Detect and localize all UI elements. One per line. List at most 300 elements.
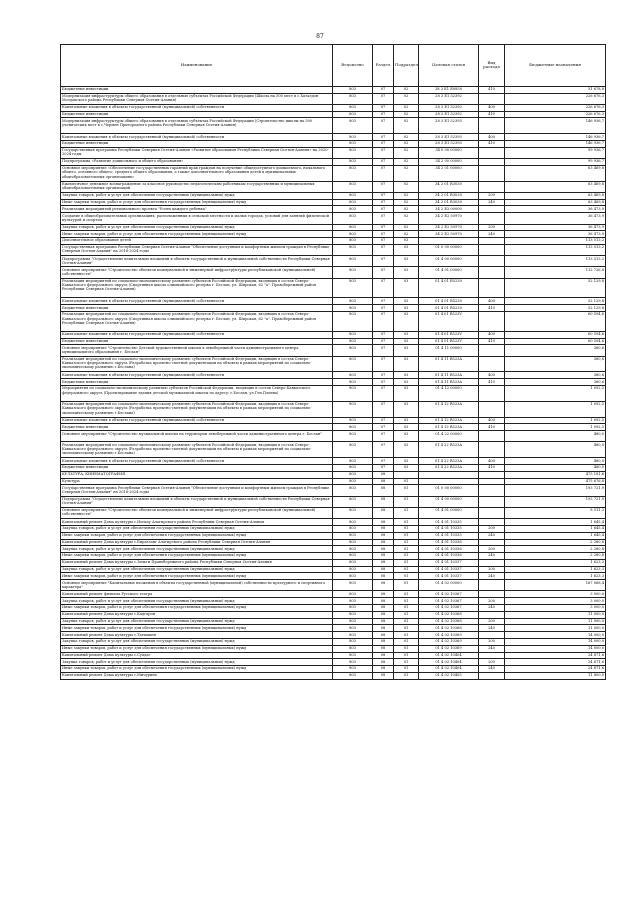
row-ved-cell: 803 [333,442,373,458]
table-row [61,496,606,507]
row-cs-cell: 01 4 12 R523A [419,401,479,417]
row-sum-cell: 3 000,0 [505,605,606,612]
row-razdel-cell: 07 [373,118,394,134]
table-row [61,278,606,298]
row-razdel-cell: 08 [373,559,394,566]
row-sum-cell: 63 469,8 [505,181,606,192]
table-row [61,638,606,645]
row-sum-cell: 146 936,7 [505,140,606,147]
row-ved-cell: 803 [333,478,373,485]
table-row [61,267,606,278]
row-ved-cell: 803 [333,331,373,338]
row-podrazdel-cell: 01 [394,553,419,560]
row-cs-cell: 34 2 01 00000 [419,165,479,181]
row-podrazdel-cell: 03 [394,298,419,305]
row-podrazdel-cell: 02 [394,213,419,224]
row-vr-cell: 410 [479,305,505,312]
row-name-cell: Капитальный ремонт Дома культуры с.Бирагзанг Алагирского района Республики Северная Осетия-Алания [61,539,333,546]
row-vr-cell [479,312,505,332]
row-cs-cell: 01 4 02 10405 [419,672,479,679]
row-podrazdel-cell: 01 [394,666,419,673]
row-name-cell: Закупка товаров, работ и услуг для обеспечения государственных (муниципальных) нужд [61,546,333,553]
row-ved-cell: 803 [333,559,373,566]
row-ved-cell: 803 [333,605,373,612]
row-sum-cell: 193 721,9 [505,485,606,496]
row-razdel-cell: 08 [373,546,394,553]
table-row [61,401,606,417]
row-razdel-cell: 08 [373,496,394,507]
row-cs-cell: 01 0 00 00000 [419,485,479,496]
row-cs-cell: 01 4 11 R523A [419,356,479,372]
row-cs-cell: 01 4 22 R523A [419,464,479,471]
row-ved-cell: 803 [333,519,373,526]
row-vr-cell: 410 [479,338,505,345]
row-ved-cell: 803 [333,298,373,305]
row-podrazdel-cell: 03 [394,256,419,267]
header-sum: Бюджетные назначения [505,45,606,87]
row-ved-cell: 803 [333,496,373,507]
row-ved-cell: 803 [333,645,373,652]
row-cs-cell: 34 2 01 R3030 [419,199,479,206]
row-ved-cell: 803 [333,652,373,659]
row-razdel-cell: 07 [373,206,394,213]
table-row [61,192,606,199]
table-row [61,331,606,338]
row-razdel-cell: 07 [373,424,394,431]
row-name-cell: Капитальный ремонт Дома культуры с.Ногкау Алагирского района Республики Северная Осетия-Алания [61,519,333,526]
row-vr-cell [479,165,505,181]
row-razdel-cell: 07 [373,93,394,104]
row-podrazdel-cell: 03 [394,424,419,431]
table-row [61,298,606,305]
row-cs-cell: 01 4 01 10335 [419,532,479,539]
row-razdel-cell: 08 [373,478,394,485]
table-row [61,659,606,666]
row-cs-cell: 01 4 12 R523A [419,417,479,424]
row-vr-cell [479,386,505,402]
row-ved-cell: 803 [333,93,373,104]
row-vr-cell: 200 [479,546,505,553]
row-vr-cell: 240 [479,666,505,673]
row-vr-cell: 200 [479,638,505,645]
row-vr-cell: 410 [479,424,505,431]
row-cs-cell: 01 4 01 10335 [419,519,479,526]
row-sum-cell: 99 936,7 [505,147,606,158]
row-podrazdel-cell: 01 [394,638,419,645]
table-row [61,345,606,356]
row-sum-cell: 360,6 [505,379,606,386]
row-razdel-cell: 08 [373,485,394,496]
row-vr-cell: 200 [479,224,505,231]
table-row [61,86,606,93]
row-cs-cell: 01 4 02 10404 [419,659,479,666]
row-cs-cell [419,471,479,478]
row-ved-cell: 803 [333,539,373,546]
row-vr-cell [479,672,505,679]
row-ved-cell: 803 [333,672,373,679]
row-name-cell: Создание в общеобразовательных организациях, расположенных в сельской местности и малых городах, условий для занятий физической культурой и спортом [61,213,333,224]
table-row [61,645,606,652]
row-cs-cell: 01 4 11 R523A [419,372,479,379]
row-ved-cell: 803 [333,134,373,141]
row-podrazdel-cell: 03 [394,331,419,338]
row-name-cell: Бюджетные инвестиции [61,464,333,471]
table-body [61,86,606,679]
row-vr-cell [479,519,505,526]
row-razdel-cell: 07 [373,278,394,298]
row-vr-cell [479,478,505,485]
row-vr-cell: 200 [479,598,505,605]
row-vr-cell [479,244,505,255]
row-name-cell: Иные закупки товаров, работ и услуг для обеспечения государственных (муниципальных) нужд [61,645,333,652]
row-cs-cell: 01 4 00 00000 [419,256,479,267]
row-ved-cell: 803 [333,638,373,645]
row-vr-cell [479,591,505,598]
row-cs-cell: 28 3 Е1 Е0850 [419,86,479,93]
row-razdel-cell: 08 [373,625,394,632]
row-name-cell: Капитальный ремонт Дома культуры с.Кадгарон [61,611,333,618]
row-vr-cell [479,345,505,356]
row-ved-cell: 803 [333,312,373,332]
row-ved-cell: 803 [333,401,373,417]
row-sum-cell: 8 511,3 [505,507,606,518]
row-sum-cell: 24 871,6 [505,659,606,666]
row-sum-cell: 1 645,4 [505,525,606,532]
table-row [61,431,606,442]
row-vr-cell: 400 [479,104,505,111]
table-row [61,559,606,566]
row-cs-cell: 01 4 01 10336 [419,553,479,560]
row-ved-cell: 803 [333,356,373,372]
row-vr-cell: 400 [479,458,505,465]
table-row [61,159,606,166]
row-cs-cell: 34 2 Е2 00000 [419,206,479,213]
table-row [61,672,606,679]
row-cs-cell: 28 3 Е1 52393 [419,140,479,147]
row-podrazdel-cell: 01 [394,611,419,618]
row-razdel-cell: 08 [373,471,394,478]
row-razdel-cell: 08 [373,611,394,618]
row-name-cell: Закупка товаров, работ и услуг для обеспечения государственных (муниципальных) нужд [61,192,333,199]
row-name-cell: Бюджетные инвестиции [61,379,333,386]
table-row [61,666,606,673]
row-sum-cell: 3 000,0 [505,598,606,605]
row-ved-cell: 803 [333,111,373,118]
row-sum-cell: 360,6 [505,356,606,372]
row-name-cell: Культура [61,478,333,485]
row-podrazdel-cell: 02 [394,86,419,93]
row-vr-cell [479,632,505,639]
row-cs-cell: 01 4 02 10368 [419,618,479,625]
row-sum-cell: 11 000,0 [505,625,606,632]
row-ved-cell: 803 [333,278,373,298]
row-sum-cell: 1 092,5 [505,417,606,424]
row-vr-cell: 410 [479,379,505,386]
row-ved-cell: 803 [333,159,373,166]
table-row [61,424,606,431]
row-name-cell: Основное мероприятие "Строительство музыкальной школы на территории левобережной части административного центра г. Беслан" [61,431,333,442]
row-name-cell: Бюджетные инвестиции [61,424,333,431]
row-name-cell: Ежемесячное денежное вознаграждение за классное руководство педагогическим работникам государственных и муниципальных общеобразовательных организаций [61,181,333,192]
row-vr-cell [479,118,505,134]
row-cs-cell: 01 4 01 R5230 [419,278,479,298]
row-sum-cell: 14 000,0 [505,638,606,645]
row-ved-cell: 803 [333,424,373,431]
row-cs-cell: 01 4 00 00000 [419,496,479,507]
row-podrazdel-cell: 02 [394,206,419,213]
row-sum-cell: 1 645,4 [505,519,606,526]
row-sum-cell: 14 000,0 [505,645,606,652]
row-vr-cell [479,206,505,213]
table-row [61,356,606,372]
table-row [61,386,606,402]
row-name-cell: Закупка товаров, работ и услуг для обеспечения государственных (муниципальных) нужд [61,224,333,231]
row-vr-cell [479,213,505,224]
row-name-cell: Капитальный ремонт Дома культуры с.Зильги Правобережного района Республики Северная Осетия-Алания [61,559,333,566]
table-row [61,611,606,618]
row-name-cell: Бюджетные инвестиции [61,140,333,147]
table-row [61,238,606,245]
row-sum-cell: 51 678,8 [505,86,606,93]
row-ved-cell: 803 [333,140,373,147]
row-cs-cell: 28 3 Е1 52392 [419,93,479,104]
row-razdel-cell: 07 [373,298,394,305]
row-razdel-cell: 07 [373,417,394,424]
row-name-cell: Подпрограмма «Развитие дошкольного и общего образования» [61,159,333,166]
row-cs-cell: 34 0 00 00000 [419,147,479,158]
row-sum-cell: 1 092,5 [505,401,606,417]
row-name-cell: Капитальные вложения в объекты государственной (муниципальной) собственности [61,331,333,338]
row-sum-cell: 11 000,0 [505,618,606,625]
row-sum-cell: 1 623,3 [505,566,606,573]
table-row [61,312,606,332]
row-razdel-cell: 07 [373,458,394,465]
row-podrazdel-cell: 03 [394,312,419,332]
row-podrazdel-cell: 02 [394,147,419,158]
row-sum-cell: 11 800,0 [505,672,606,679]
row-ved-cell: 803 [333,118,373,134]
row-razdel-cell: 07 [373,464,394,471]
row-razdel-cell: 08 [373,645,394,652]
row-sum-cell: 475 676,8 [505,478,606,485]
table-row [61,632,606,639]
row-podrazdel-cell: 01 [394,559,419,566]
row-cs-cell: 01 4 01 R5230 [419,305,479,312]
row-vr-cell [479,256,505,267]
row-sum-cell: 99 936,7 [505,159,606,166]
table-row [61,553,606,560]
row-vr-cell: 240 [479,625,505,632]
table-row [61,519,606,526]
row-razdel-cell: 08 [373,632,394,639]
row-name-cell: Закупка товаров, работ и услуг для обеспечения государственных (муниципальных) нужд [61,598,333,605]
row-podrazdel-cell: 03 [394,267,419,278]
table-row [61,231,606,238]
row-vr-cell [479,611,505,618]
row-podrazdel-cell: 01 [394,618,419,625]
row-sum-cell: 475 181,6 [505,471,606,478]
row-ved-cell: 803 [333,431,373,442]
row-razdel-cell: 07 [373,165,394,181]
row-name-cell: Реализация мероприятий по социально-экономическому развитию субъектов Российской Федерации, входящих в состав Северо-Кавказского федерального округа (Разработка проектно-сметной документации на объекты в рамках мероприятий по социально-экономическому развитию г.Беслана) [61,356,333,372]
row-sum-cell: 52 129,8 [505,278,606,298]
row-vr-cell [479,159,505,166]
header-ved: Ведомство [333,45,373,87]
row-razdel-cell: 08 [373,672,394,679]
row-cs-cell: 28 3 Е1 52392 [419,111,479,118]
row-name-cell: Иные закупки товаров, работ и услуг для обеспечения государственных (муниципальных) нужд [61,532,333,539]
row-sum-cell: 1 092,5 [505,424,606,431]
row-sum-cell: 113 513,2 [505,244,606,255]
row-sum-cell: 360,6 [505,372,606,379]
row-cs-cell: 01 4 01 10336 [419,539,479,546]
row-ved-cell: 803 [333,206,373,213]
row-podrazdel-cell: 03 [394,278,419,298]
row-vr-cell [479,238,505,245]
row-razdel-cell: 08 [373,659,394,666]
row-cs-cell: 01 4 01 10335 [419,525,479,532]
row-cs-cell: 01 4 01 00000 [419,267,479,278]
row-ved-cell: 803 [333,566,373,573]
table-row [61,181,606,192]
row-sum-cell: 63 469,8 [505,199,606,206]
row-cs-cell: 01 4 01 10336 [419,546,479,553]
row-podrazdel-cell: 01 [394,659,419,666]
row-cs-cell [419,238,479,245]
table-row [61,507,606,518]
row-sum-cell: 36 473,9 [505,224,606,231]
row-name-cell: Закупка товаров, работ и услуг для обеспечения государственных (муниципальных) нужд [61,525,333,532]
row-vr-cell [479,442,505,458]
row-podrazdel-cell: 01 [394,672,419,679]
row-sum-cell: 113 513,2 [505,238,606,245]
row-razdel-cell: 07 [373,244,394,255]
row-ved-cell: 803 [333,224,373,231]
row-vr-cell: 240 [479,553,505,560]
row-razdel-cell: 08 [373,566,394,573]
row-podrazdel-cell: 03 [394,464,419,471]
row-razdel-cell: 07 [373,305,394,312]
table-header-row [61,45,606,87]
row-name-cell: Бюджетные инвестиции [61,86,333,93]
row-razdel-cell: 07 [373,431,394,442]
row-sum-cell: 480,0 [505,464,606,471]
row-razdel-cell: 07 [373,147,394,158]
row-podrazdel-cell: 03 [394,458,419,465]
row-sum-cell: 36 473,9 [505,206,606,213]
row-razdel-cell: 08 [373,507,394,518]
table-row [61,199,606,206]
row-sum-cell: 2 280,8 [505,539,606,546]
row-cs-cell: 01 4 02 00000 [419,580,479,591]
row-sum-cell: 2 280,8 [505,546,606,553]
row-ved-cell: 803 [333,147,373,158]
row-vr-cell [479,580,505,591]
row-ved-cell: 803 [333,386,373,402]
row-cs-cell: 01 4 22 R523A [419,458,479,465]
row-ved-cell: 803 [333,666,373,673]
row-podrazdel-cell: 01 [394,573,419,580]
row-name-cell: Государственная программа Республики Северная Осетия-Алания "Обеспечение доступным и комфортным жильем граждан в Республике Северная Осетия-Алания" на 2016-2024 годы [61,244,333,255]
row-sum-cell: 63 469,8 [505,165,606,181]
header-vr: Вид расхода [479,45,505,87]
row-cs-cell: 01 4 02 10369 [419,645,479,652]
row-name-cell: Реализация мероприятий по социально-экономическому развитию субъектов Российской Федерации, входящих в состав Северо-Кавказского федерального округа (Спортивная школа олимпийского резерва г. Беслан, ул. Широкая, 62 "а". Правобережный район Республики Северная Осетия-Алания) [61,312,333,332]
row-ved-cell: 803 [333,192,373,199]
row-ved-cell: 803 [333,338,373,345]
row-ved-cell: 803 [333,485,373,496]
row-razdel-cell: 08 [373,591,394,598]
row-razdel-cell: 07 [373,345,394,356]
row-name-cell: Капитальный ремонт Дома культуры с.Суадаг [61,652,333,659]
row-name-cell: Реализация мероприятий по социально-экономическому развитию субъектов Российской Федерации, входящих в состав Северо-Кавказского федерального округа (Спортивная школа олимпийского резерва г. Беслан, ул. Широкая, 62 "а". Правобережный район Республики Северная Осетия-Алания) [61,278,333,298]
row-podrazdel-cell: 01 [394,532,419,539]
row-name-cell: Иные закупки товаров, работ и услуг для обеспечения государственных (муниципальных) нужд [61,666,333,673]
row-cs-cell: 01 4 01 10337 [419,566,479,573]
table-row [61,244,606,255]
row-razdel-cell: 08 [373,519,394,526]
table-row [61,625,606,632]
row-razdel-cell: 08 [373,652,394,659]
row-vr-cell [479,147,505,158]
row-podrazdel-cell: 01 [394,580,419,591]
row-podrazdel-cell: 03 [394,305,419,312]
row-razdel-cell: 07 [373,181,394,192]
row-vr-cell: 240 [479,199,505,206]
row-podrazdel-cell: 01 [394,485,419,496]
row-ved-cell: 803 [333,305,373,312]
row-sum-cell: 1 092,5 [505,386,606,402]
row-cs-cell: 34 2 Е2 50970 [419,213,479,224]
row-sum-cell: 112 726,8 [505,267,606,278]
row-razdel-cell: 08 [373,539,394,546]
row-vr-cell [479,559,505,566]
row-razdel-cell: 08 [373,532,394,539]
row-podrazdel-cell: 01 [394,625,419,632]
row-vr-cell: 400 [479,331,505,338]
row-podrazdel-cell: 03 [394,338,419,345]
row-razdel-cell: 07 [373,111,394,118]
row-ved-cell: 803 [333,238,373,245]
row-name-cell: Мероприятия по социально-экономическому развитию субъектов Российской Федерации, входящих в состав Северо-Кавказского федерального округа (Проектирование здания детской музыкальной школы по адресу: г.Беслан, ул.Ген.Плиева) [61,386,333,402]
row-razdel-cell: 07 [373,213,394,224]
row-name-cell: Иные закупки товаров, работ и услуг для обеспечения государственных (муниципальных) нужд [61,605,333,612]
row-vr-cell [479,496,505,507]
row-podrazdel-cell: 01 [394,645,419,652]
row-vr-cell [479,431,505,442]
row-sum-cell: 1 645,4 [505,532,606,539]
row-name-cell: Закупка товаров, работ и услуг для обеспечения государственных (муниципальных) нужд [61,618,333,625]
row-podrazdel-cell: 01 [394,566,419,573]
row-name-cell: Капитальные вложения в объекты государственной (муниципальной) собственности [61,134,333,141]
table-row [61,224,606,231]
row-podrazdel-cell: 02 [394,199,419,206]
row-vr-cell: 200 [479,618,505,625]
row-razdel-cell: 07 [373,140,394,147]
table-row [61,147,606,158]
row-ved-cell: 803 [333,86,373,93]
page-number: 87 [316,33,324,40]
row-podrazdel-cell: 02 [394,140,419,147]
row-sum-cell: 24 871,6 [505,652,606,659]
row-cs-cell: 01 0 00 00000 [419,244,479,255]
row-vr-cell: 240 [479,645,505,652]
table-row [61,305,606,312]
row-cs-cell: 01 4 11 00000 [419,345,479,356]
row-cs-cell: 01 4 02 10404 [419,666,479,673]
row-vr-cell [479,267,505,278]
table-row [61,598,606,605]
